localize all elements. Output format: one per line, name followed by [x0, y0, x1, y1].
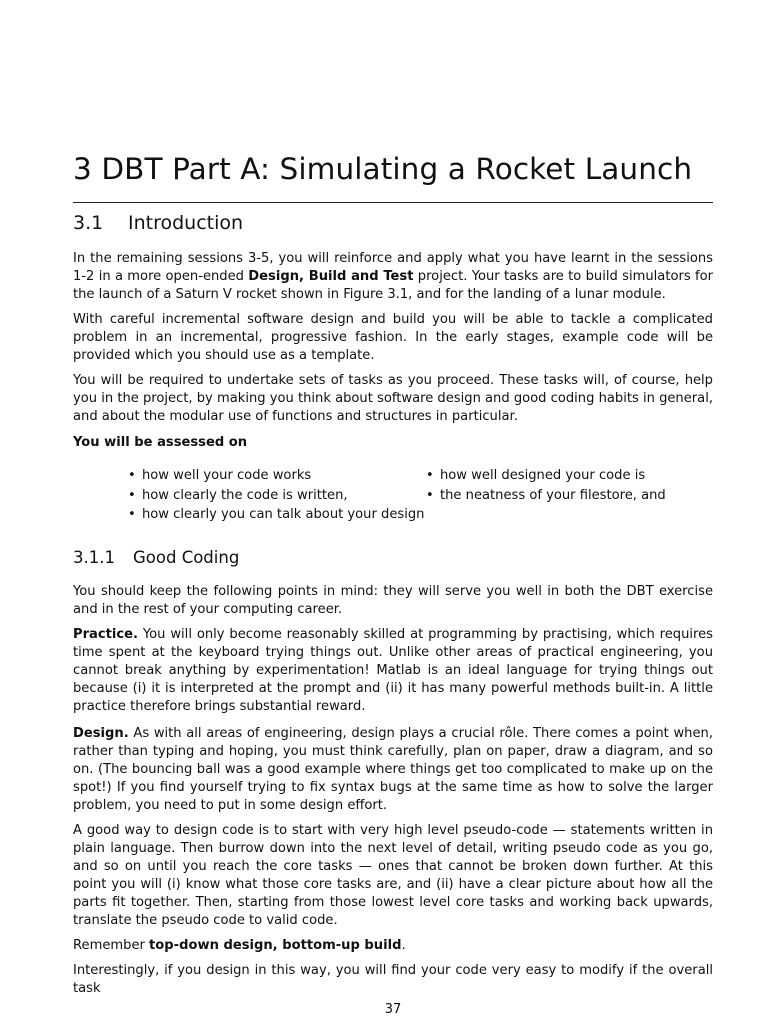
bullet-icon: • — [128, 507, 136, 522]
bullet-icon: • — [128, 487, 136, 503]
chapter-title: 3 DBT Part A: Simulating a Rocket Launch — [73, 152, 693, 186]
list-item — [128, 466, 424, 486]
practice-heading: Practice. — [73, 627, 139, 642]
list-item — [128, 505, 424, 525]
list-item-text: how clearly you can talk about your design — [142, 507, 425, 522]
section-title: Introduction — [128, 212, 244, 234]
intro-p1-text: In the remaining sessions 3-5, you will reinforce and apply what you have learnt in the sessions 1-2 in a more open-ended — [73, 251, 713, 284]
design-paragraph — [73, 725, 713, 815]
intro-paragraph-3: You will be required to undertake sets of tasks as you proceed. These tasks will, of course, help you in the project, by making you think about software design and good coding habits in general, and about the modular use of functions and structures in particular. — [73, 373, 713, 424]
practice-paragraph — [73, 626, 713, 716]
section-heading — [73, 212, 243, 234]
intro-p1-text-end: project. Your tasks are to build simulators for the launch of a Saturn V rocket shown in Figure 3.1, and for the landing of a lunar module. — [73, 269, 713, 302]
bullet-icon: • — [426, 487, 434, 503]
intro-paragraph-1 — [73, 250, 713, 304]
subsection-number: 3.1.1 — [73, 548, 115, 567]
remember-text-end: . — [401, 938, 406, 953]
design-text: As with all areas of engineering, design plays a crucial rôle. There comes a point when, rather than typing and hoping, you must think carefully, plan on paper, draw a diagram, and so on. (The bouncing ball was a good example where things get too complicated to make up on the spot!) If you find yourself trying to fix syntax bugs at the same time as how to solve the larger problem, you need to put in some design effort. — [73, 726, 713, 813]
remember-bold: top-down design, bottom-up build — [149, 938, 402, 953]
list-item — [128, 486, 424, 506]
bullet-icon: • — [426, 468, 434, 483]
remember-paragraph — [73, 937, 713, 955]
list-item-text: how well designed your code is — [440, 468, 646, 483]
intro-paragraph-2: With careful incremental software design and build you will be able to tackle a complicated problem in an incremental, progressive fashion. In the early stages, example code will be provided which you should use as a template. — [73, 312, 713, 363]
list-item — [426, 486, 666, 506]
subsection-heading — [73, 548, 239, 567]
page-number: 37 — [384, 1002, 402, 1017]
list-item-text: how well your code works — [142, 468, 312, 483]
assessment-list-left — [128, 466, 424, 525]
practice-text: You will only become reasonably skilled at programming by practising, which requires time spent at the keyboard trying things out. Unlike other areas of practical engineering, you cannot break anything by experimentation! Matlab is an ideal language for trying things out because (i) it is interpreted at the prompt and (ii) it has many powerful methods built-in. A little practice therefore brings substantial reward. — [73, 627, 713, 714]
section-number: 3.1 — [73, 212, 104, 234]
subsection-title: Good Coding — [133, 548, 240, 567]
assessed-heading: You will be assessed on — [73, 435, 248, 450]
list-item-text: how clearly the code is written, — [142, 487, 348, 503]
design-heading: Design. — [73, 726, 129, 741]
intro-p1-bold: Design, Build and Test — [248, 269, 414, 284]
chapter-title-rule — [73, 202, 713, 203]
list-item — [426, 466, 666, 486]
assessment-list-right — [426, 466, 666, 505]
closing-paragraph: Interestingly, if you design in this way, you will find your code very easy to modify if the overall task — [73, 963, 713, 996]
remember-text: Remember — [73, 938, 150, 953]
document-page — [73, 0, 713, 1024]
good-coding-intro: You should keep the following points in mind: they will serve you well in both the DBT exercise and in the rest of your computing career. — [73, 584, 713, 617]
bullet-icon: • — [128, 468, 136, 483]
pseudo-code-paragraph: A good way to design code is to start with very high level pseudo-code — statements written in plain language. Then burrow down into the next level of detail, writing pseudo code as you go, and so on until you reach the core tasks — ones that cannot be broken down further. At this point you will (i) know what those core tasks are, and (ii) have a clear picture about how all the parts fit together. Then, starting from those lowest level core tasks and working back upwards, translate the pseudo code to valid code. — [73, 823, 713, 928]
list-item-text: the neatness of your filestore, and — [440, 487, 666, 503]
